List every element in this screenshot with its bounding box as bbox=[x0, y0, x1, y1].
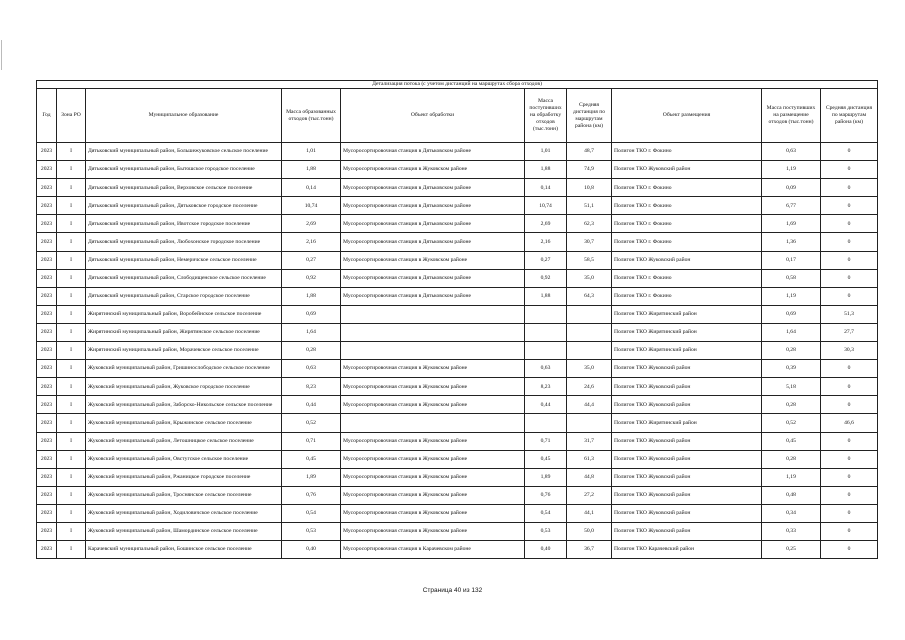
cell-avg-distance-processing: 35,0 bbox=[567, 360, 612, 378]
cell-municipality: Дятьковский муниципальный район, Старское городское поселение bbox=[86, 287, 282, 305]
cell-zone: I bbox=[57, 269, 86, 287]
cell-year: 2023 bbox=[37, 432, 57, 450]
table-row bbox=[37, 541, 878, 559]
cell-mass-generated: 0,14 bbox=[282, 179, 341, 197]
cell-avg-distance-placement: 0 bbox=[821, 396, 878, 414]
cell-mass-generated: 8,23 bbox=[282, 378, 341, 396]
cell-year: 2023 bbox=[37, 414, 57, 432]
cell-placement-object: Полигон ТКО Жуковский район bbox=[612, 486, 762, 504]
cell-mass-processed: 0,53 bbox=[525, 522, 567, 540]
cell-year: 2023 bbox=[37, 305, 57, 323]
table-row bbox=[37, 504, 878, 522]
cell-avg-distance-placement: 0 bbox=[821, 233, 878, 251]
cell-year: 2023 bbox=[37, 522, 57, 540]
cell-mass-generated: 2,16 bbox=[282, 233, 341, 251]
cell-mass-placed: 0,45 bbox=[762, 432, 821, 450]
cell-mass-processed: 1,01 bbox=[525, 143, 567, 161]
cell-mass-placed: 1,19 bbox=[762, 287, 821, 305]
cell-zone: I bbox=[57, 179, 86, 197]
cell-avg-distance-placement: 0 bbox=[821, 251, 878, 269]
cell-avg-distance-placement: 0 bbox=[821, 269, 878, 287]
cell-municipality: Дятьковский муниципальный район, Большежуковское сельское поселение bbox=[86, 143, 282, 161]
page-number: Страница 40 из 132 bbox=[422, 587, 483, 594]
cell-mass-generated: 1,88 bbox=[282, 161, 341, 179]
cell-year: 2023 bbox=[37, 269, 57, 287]
cell-mass-processed bbox=[525, 414, 567, 432]
cell-avg-distance-placement: 0 bbox=[821, 450, 878, 468]
cell-municipality: Жирятинский муниципальный район, Воробейнское сельское поселение bbox=[86, 305, 282, 323]
cell-municipality: Жуковский муниципальный район, Ржаницкое городское поселение bbox=[86, 468, 282, 486]
cell-avg-distance-processing: 64,3 bbox=[567, 287, 612, 305]
cell-placement-object: Полигон ТКО Жирятинский район bbox=[612, 323, 762, 341]
cell-municipality: Дятьковский муниципальный район, Бытошское городское поселение bbox=[86, 161, 282, 179]
table-row bbox=[37, 179, 878, 197]
cell-municipality: Жуковский муниципальный район, Овстугское сельское поселение bbox=[86, 450, 282, 468]
cell-placement-object: Полигон ТКО Жирятинский район bbox=[612, 305, 762, 323]
cell-mass-generated: 0,54 bbox=[282, 504, 341, 522]
cell-zone: I bbox=[57, 360, 86, 378]
margin-mark bbox=[1, 40, 2, 70]
cell-year: 2023 bbox=[37, 360, 57, 378]
cell-year: 2023 bbox=[37, 541, 57, 559]
cell-mass-generated: 2,69 bbox=[282, 215, 341, 233]
table-row bbox=[37, 161, 878, 179]
cell-year: 2023 bbox=[37, 486, 57, 504]
cell-mass-placed: 0,39 bbox=[762, 360, 821, 378]
cell-mass-processed: 0,45 bbox=[525, 450, 567, 468]
cell-avg-distance-placement: 0 bbox=[821, 432, 878, 450]
cell-mass-placed: 0,28 bbox=[762, 342, 821, 360]
cell-placement-object: Полигон ТКО Жуковский район bbox=[612, 468, 762, 486]
header-processing-object: Объект обработки bbox=[341, 89, 525, 143]
cell-mass-processed: 0,44 bbox=[525, 396, 567, 414]
cell-mass-placed: 0,28 bbox=[762, 450, 821, 468]
cell-year: 2023 bbox=[37, 143, 57, 161]
cell-mass-placed: 1,69 bbox=[762, 215, 821, 233]
cell-placement-object: Полигон ТКО Жуковский район bbox=[612, 522, 762, 540]
table-row bbox=[37, 305, 878, 323]
cell-mass-generated: 10,74 bbox=[282, 197, 341, 215]
cell-mass-generated: 0,53 bbox=[282, 522, 341, 540]
table-row bbox=[37, 450, 878, 468]
cell-avg-distance-processing: 27,2 bbox=[567, 486, 612, 504]
cell-zone: I bbox=[57, 323, 86, 341]
cell-placement-object: Полигон ТКО Жуковский район bbox=[612, 504, 762, 522]
cell-municipality: Дятьковский муниципальный район, Слободищенское сельское поселение bbox=[86, 269, 282, 287]
table-row bbox=[37, 323, 878, 341]
cell-mass-placed: 0,33 bbox=[762, 522, 821, 540]
cell-municipality: Жирятинский муниципальный район, Морачевское сельское поселение bbox=[86, 342, 282, 360]
table-row bbox=[37, 233, 878, 251]
cell-placement-object: Полигон ТКО г. Фокино bbox=[612, 197, 762, 215]
cell-mass-processed bbox=[525, 323, 567, 341]
cell-avg-distance-placement: 0 bbox=[821, 522, 878, 540]
cell-processing-object bbox=[341, 414, 525, 432]
cell-processing-object: Мусоросортировочная станция в Жуковском районе bbox=[341, 486, 525, 504]
cell-avg-distance-placement: 27,7 bbox=[821, 323, 878, 341]
cell-placement-object: Полигон ТКО Жуковский район bbox=[612, 378, 762, 396]
cell-placement-object: Полигон ТКО г. Фокино bbox=[612, 269, 762, 287]
cell-mass-generated: 0,27 bbox=[282, 251, 341, 269]
cell-mass-generated: 1,64 bbox=[282, 323, 341, 341]
cell-processing-object: Мусоросортировочная станция в Дятьковском районе bbox=[341, 179, 525, 197]
table-row bbox=[37, 251, 878, 269]
table-row bbox=[37, 522, 878, 540]
cell-avg-distance-placement: 0 bbox=[821, 486, 878, 504]
cell-processing-object bbox=[341, 323, 525, 341]
cell-year: 2023 bbox=[37, 233, 57, 251]
cell-zone: I bbox=[57, 396, 86, 414]
cell-avg-distance-processing: 10,8 bbox=[567, 179, 612, 197]
waste-flow-table bbox=[36, 80, 878, 559]
cell-mass-generated: 0,63 bbox=[282, 360, 341, 378]
cell-mass-processed: 1,88 bbox=[525, 287, 567, 305]
cell-placement-object: Полигон ТКО Карачевский район bbox=[612, 541, 762, 559]
cell-zone: I bbox=[57, 486, 86, 504]
table-row bbox=[37, 360, 878, 378]
cell-year: 2023 bbox=[37, 468, 57, 486]
cell-avg-distance-placement: 0 bbox=[821, 360, 878, 378]
table-row bbox=[37, 342, 878, 360]
cell-avg-distance-placement: 0 bbox=[821, 287, 878, 305]
cell-mass-generated: 0,40 bbox=[282, 541, 341, 559]
cell-avg-distance-processing: 61,3 bbox=[567, 450, 612, 468]
cell-mass-processed: 0,76 bbox=[525, 486, 567, 504]
cell-mass-generated: 0,92 bbox=[282, 269, 341, 287]
cell-mass-processed: 0,92 bbox=[525, 269, 567, 287]
cell-mass-processed: 2,16 bbox=[525, 233, 567, 251]
cell-processing-object: Мусоросортировочная станция в Дятьковском районе bbox=[341, 197, 525, 215]
cell-mass-processed bbox=[525, 305, 567, 323]
cell-processing-object: Мусоросортировочная станция в Жуковском районе bbox=[341, 378, 525, 396]
header-avg-distance-placement: Средняя дистанция по маршрутам района (км) bbox=[821, 89, 878, 143]
cell-processing-object: Мусоросортировочная станция в Жуковском районе bbox=[341, 396, 525, 414]
table-row bbox=[37, 486, 878, 504]
cell-year: 2023 bbox=[37, 378, 57, 396]
cell-avg-distance-processing: 51,1 bbox=[567, 197, 612, 215]
cell-zone: I bbox=[57, 342, 86, 360]
cell-placement-object: Полигон ТКО Жирятинский район bbox=[612, 414, 762, 432]
cell-municipality: Жуковский муниципальный район, Ходиловичское сельское поселение bbox=[86, 504, 282, 522]
cell-zone: I bbox=[57, 414, 86, 432]
cell-mass-placed: 0,09 bbox=[762, 179, 821, 197]
cell-placement-object: Полигон ТКО Жирятинский район bbox=[612, 342, 762, 360]
cell-processing-object: Мусоросортировочная станция в Жуковском районе bbox=[341, 522, 525, 540]
cell-avg-distance-processing bbox=[567, 305, 612, 323]
cell-avg-distance-placement: 0 bbox=[821, 468, 878, 486]
cell-avg-distance-placement: 0 bbox=[821, 215, 878, 233]
cell-processing-object bbox=[341, 342, 525, 360]
cell-mass-generated: 0,28 bbox=[282, 342, 341, 360]
cell-processing-object: Мусоросортировочная станция в Дятьковском районе bbox=[341, 233, 525, 251]
cell-mass-placed: 0,48 bbox=[762, 486, 821, 504]
cell-zone: I bbox=[57, 504, 86, 522]
cell-year: 2023 bbox=[37, 287, 57, 305]
header-placement-object: Объект размещения bbox=[612, 89, 762, 143]
header-zone: Зона РО bbox=[57, 89, 86, 143]
header-mass-processed: Масса поступивших на обработку отходов (тыс.тонн) bbox=[525, 89, 567, 143]
table-row bbox=[37, 197, 878, 215]
cell-year: 2023 bbox=[37, 215, 57, 233]
cell-mass-processed: 0,14 bbox=[525, 179, 567, 197]
cell-municipality: Жуковский муниципальный район, Шамординское сельское поселение bbox=[86, 522, 282, 540]
cell-placement-object: Полигон ТКО Жуковский район bbox=[612, 161, 762, 179]
cell-mass-processed: 8,23 bbox=[525, 378, 567, 396]
cell-placement-object: Полигон ТКО Жуковский район bbox=[612, 450, 762, 468]
cell-placement-object: Полигон ТКО г. Фокино bbox=[612, 287, 762, 305]
table-row bbox=[37, 414, 878, 432]
cell-mass-placed: 1,19 bbox=[762, 161, 821, 179]
cell-mass-placed: 1,64 bbox=[762, 323, 821, 341]
cell-year: 2023 bbox=[37, 342, 57, 360]
cell-avg-distance-placement: 0 bbox=[821, 541, 878, 559]
cell-avg-distance-processing bbox=[567, 342, 612, 360]
cell-avg-distance-processing: 58,5 bbox=[567, 251, 612, 269]
cell-placement-object: Полигон ТКО г. Фокино bbox=[612, 233, 762, 251]
cell-zone: I bbox=[57, 305, 86, 323]
cell-avg-distance-processing: 50,0 bbox=[567, 522, 612, 540]
cell-avg-distance-processing: 44,8 bbox=[567, 468, 612, 486]
cell-municipality: Карачевский муниципальный район, Бошинское сельское поселение bbox=[86, 541, 282, 559]
cell-year: 2023 bbox=[37, 396, 57, 414]
cell-mass-processed: 0,71 bbox=[525, 432, 567, 450]
table-row bbox=[37, 468, 878, 486]
cell-avg-distance-processing: 24,6 bbox=[567, 378, 612, 396]
cell-municipality: Жуковский муниципальный район, Летошницкое сельское поселение bbox=[86, 432, 282, 450]
table-row bbox=[37, 215, 878, 233]
cell-year: 2023 bbox=[37, 197, 57, 215]
cell-municipality: Дятьковский муниципальный район, Немеричское сельское поселение bbox=[86, 251, 282, 269]
table-row bbox=[37, 396, 878, 414]
cell-placement-object: Полигон ТКО Жуковский район bbox=[612, 396, 762, 414]
cell-mass-placed: 6,77 bbox=[762, 197, 821, 215]
cell-mass-placed: 5,18 bbox=[762, 378, 821, 396]
cell-processing-object: Мусоросортировочная станция в Жуковском районе bbox=[341, 360, 525, 378]
cell-avg-distance-placement: 0 bbox=[821, 179, 878, 197]
cell-mass-generated: 0,71 bbox=[282, 432, 341, 450]
cell-avg-distance-processing bbox=[567, 414, 612, 432]
cell-year: 2023 bbox=[37, 251, 57, 269]
cell-zone: I bbox=[57, 233, 86, 251]
cell-placement-object: Полигон ТКО г. Фокино bbox=[612, 179, 762, 197]
cell-municipality: Жуковский муниципальный район, Жуковское городское поселение bbox=[86, 378, 282, 396]
cell-processing-object: Мусоросортировочная станция в Жуковском районе bbox=[341, 161, 525, 179]
cell-mass-placed: 1,36 bbox=[762, 233, 821, 251]
header-mass-generated: Масса образованных отходов (тыс.тонн) bbox=[282, 89, 341, 143]
table-row bbox=[37, 378, 878, 396]
cell-mass-generated: 0,76 bbox=[282, 486, 341, 504]
cell-processing-object: Мусоросортировочная станция в Карачевском районе bbox=[341, 541, 525, 559]
cell-mass-placed: 1,19 bbox=[762, 468, 821, 486]
cell-avg-distance-processing: 35,0 bbox=[567, 269, 612, 287]
cell-avg-distance-placement: 30,3 bbox=[821, 342, 878, 360]
cell-avg-distance-placement: 0 bbox=[821, 378, 878, 396]
cell-avg-distance-processing: 44,4 bbox=[567, 396, 612, 414]
cell-mass-processed: 2,69 bbox=[525, 215, 567, 233]
cell-zone: I bbox=[57, 432, 86, 450]
cell-zone: I bbox=[57, 215, 86, 233]
cell-avg-distance-processing: 30,7 bbox=[567, 233, 612, 251]
cell-municipality: Жуковский муниципальный район, Троснянское сельское поселение bbox=[86, 486, 282, 504]
cell-avg-distance-placement: 0 bbox=[821, 504, 878, 522]
cell-placement-object: Полигон ТКО г. Фокино bbox=[612, 215, 762, 233]
cell-mass-placed: 0,58 bbox=[762, 269, 821, 287]
header-avg-distance-processing: Средняя дистанция по маршрутам района (км) bbox=[567, 89, 612, 143]
cell-zone: I bbox=[57, 468, 86, 486]
cell-municipality: Дятьковский муниципальный район, Верховское сельское поселение bbox=[86, 179, 282, 197]
cell-mass-generated: 0,45 bbox=[282, 450, 341, 468]
cell-zone: I bbox=[57, 522, 86, 540]
cell-zone: I bbox=[57, 197, 86, 215]
cell-processing-object: Мусоросортировочная станция в Дятьковском районе bbox=[341, 287, 525, 305]
cell-mass-processed: 1,89 bbox=[525, 468, 567, 486]
cell-avg-distance-placement: 46,6 bbox=[821, 414, 878, 432]
table-row bbox=[37, 143, 878, 161]
cell-avg-distance-processing: 62,3 bbox=[567, 215, 612, 233]
header-municipality: Муниципальное образование bbox=[86, 89, 282, 143]
table-caption: Детализация потока (с учетом дистанций на маршрутах сбора отходов) bbox=[37, 81, 878, 89]
cell-avg-distance-placement: 0 bbox=[821, 161, 878, 179]
cell-mass-generated: 0,44 bbox=[282, 396, 341, 414]
cell-processing-object: Мусоросортировочная станция в Дятьковском районе bbox=[341, 143, 525, 161]
cell-year: 2023 bbox=[37, 161, 57, 179]
table-row bbox=[37, 269, 878, 287]
cell-placement-object: Полигон ТКО г. Фокино bbox=[612, 143, 762, 161]
cell-processing-object: Мусоросортировочная станция в Жуковском районе bbox=[341, 468, 525, 486]
cell-mass-placed: 0,69 bbox=[762, 305, 821, 323]
cell-mass-generated: 1,89 bbox=[282, 468, 341, 486]
cell-avg-distance-processing: 48,7 bbox=[567, 143, 612, 161]
cell-processing-object: Мусоросортировочная станция в Жуковском районе bbox=[341, 251, 525, 269]
cell-avg-distance-processing bbox=[567, 323, 612, 341]
cell-avg-distance-processing: 74,9 bbox=[567, 161, 612, 179]
cell-mass-processed: 0,54 bbox=[525, 504, 567, 522]
cell-processing-object: Мусоросортировочная станция в Жуковском районе bbox=[341, 504, 525, 522]
cell-zone: I bbox=[57, 143, 86, 161]
cell-mass-processed: 0,63 bbox=[525, 360, 567, 378]
cell-mass-placed: 0,34 bbox=[762, 504, 821, 522]
cell-year: 2023 bbox=[37, 179, 57, 197]
cell-mass-generated: 1,88 bbox=[282, 287, 341, 305]
cell-mass-placed: 0,25 bbox=[762, 541, 821, 559]
cell-processing-object: Мусоросортировочная станция в Жуковском районе bbox=[341, 432, 525, 450]
cell-processing-object: Мусоросортировочная станция в Дятьковском районе bbox=[341, 269, 525, 287]
cell-zone: I bbox=[57, 251, 86, 269]
table-row bbox=[37, 287, 878, 305]
cell-mass-generated: 0,69 bbox=[282, 305, 341, 323]
cell-municipality: Жуковский муниципальный район, Крыжинское сельское поселение bbox=[86, 414, 282, 432]
cell-mass-placed: 0,63 bbox=[762, 143, 821, 161]
cell-avg-distance-processing: 31,7 bbox=[567, 432, 612, 450]
cell-avg-distance-processing: 36,7 bbox=[567, 541, 612, 559]
cell-municipality: Жуковский муниципальный район, Заборско-Никольское сельское поселение bbox=[86, 396, 282, 414]
cell-avg-distance-placement: 51,3 bbox=[821, 305, 878, 323]
cell-mass-processed: 0,40 bbox=[525, 541, 567, 559]
cell-municipality: Жуковский муниципальный район, Гришинослободское сельское поселение bbox=[86, 360, 282, 378]
cell-year: 2023 bbox=[37, 504, 57, 522]
cell-mass-processed: 0,27 bbox=[525, 251, 567, 269]
cell-year: 2023 bbox=[37, 323, 57, 341]
cell-placement-object: Полигон ТКО Жуковский район bbox=[612, 251, 762, 269]
cell-municipality: Дятьковский муниципальный район, Любохонское городское поселение bbox=[86, 233, 282, 251]
cell-mass-processed: 1,88 bbox=[525, 161, 567, 179]
cell-municipality: Дятьковский муниципальный район, Дятьковское городское поселение bbox=[86, 197, 282, 215]
cell-zone: I bbox=[57, 287, 86, 305]
cell-mass-generated: 0,52 bbox=[282, 414, 341, 432]
cell-mass-processed: 10,74 bbox=[525, 197, 567, 215]
cell-placement-object: Полигон ТКО Жуковский район bbox=[612, 432, 762, 450]
cell-mass-placed: 0,52 bbox=[762, 414, 821, 432]
cell-processing-object: Мусоросортировочная станция в Жуковском районе bbox=[341, 450, 525, 468]
cell-mass-processed bbox=[525, 342, 567, 360]
cell-avg-distance-placement: 0 bbox=[821, 197, 878, 215]
cell-zone: I bbox=[57, 378, 86, 396]
cell-mass-generated: 1,01 bbox=[282, 143, 341, 161]
cell-mass-placed: 0,28 bbox=[762, 396, 821, 414]
table-body bbox=[37, 143, 878, 559]
cell-placement-object: Полигон ТКО Жуковский район bbox=[612, 360, 762, 378]
cell-processing-object: Мусоросортировочная станция в Дятьковском районе bbox=[341, 215, 525, 233]
cell-municipality: Жирятинский муниципальный район, Жирятинское сельское поселение bbox=[86, 323, 282, 341]
cell-zone: I bbox=[57, 450, 86, 468]
cell-municipality: Дятьковский муниципальный район, Ивотское городское поселение bbox=[86, 215, 282, 233]
header-year: Год bbox=[37, 89, 57, 143]
table-row bbox=[37, 432, 878, 450]
header-mass-placed: Масса поступивших на размещение отходов (тыс.тонн) bbox=[762, 89, 821, 143]
cell-avg-distance-processing: 44,1 bbox=[567, 504, 612, 522]
cell-processing-object bbox=[341, 305, 525, 323]
cell-zone: I bbox=[57, 541, 86, 559]
cell-avg-distance-placement: 0 bbox=[821, 143, 878, 161]
cell-zone: I bbox=[57, 161, 86, 179]
cell-year: 2023 bbox=[37, 450, 57, 468]
cell-mass-placed: 0,17 bbox=[762, 251, 821, 269]
